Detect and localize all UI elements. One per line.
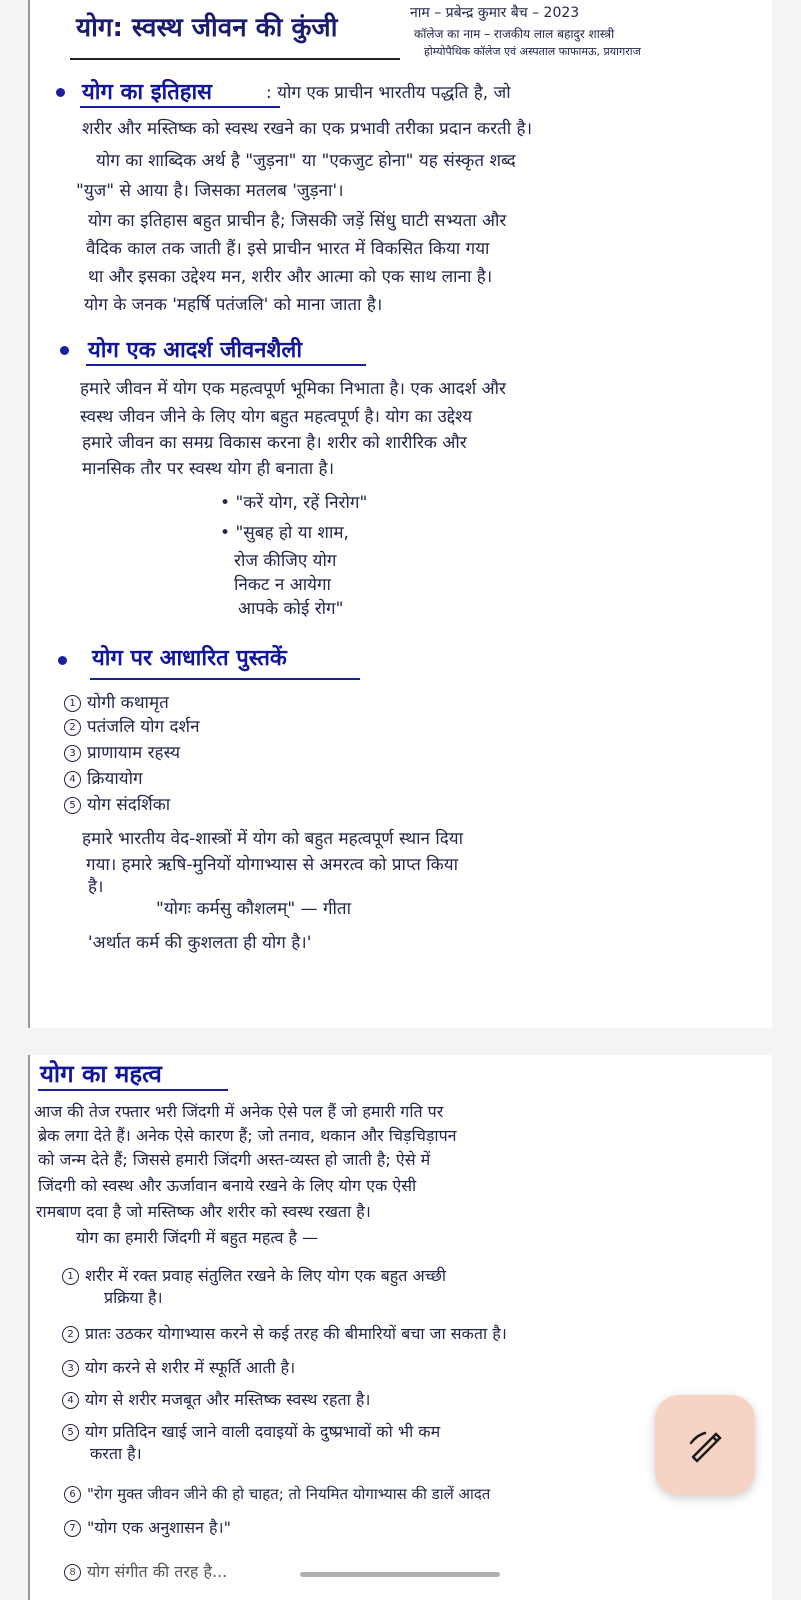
number-circle: 1 [62, 1268, 79, 1285]
number-circle: 5 [64, 797, 81, 814]
number-circle: 8 [64, 1564, 81, 1581]
heading-underline [90, 678, 360, 680]
quote-meaning: 'अर्थात कर्म की कुशलता ही योग है।' [88, 933, 312, 953]
book-title: पतंजलि योग दर्शन [87, 717, 200, 737]
edit-button[interactable] [655, 1395, 755, 1495]
list-item [64, 1561, 227, 1583]
section-heading-lifestyle: योग एक आदर्श जीवनशैली [88, 338, 303, 363]
number-circle: 2 [62, 1326, 79, 1343]
book-item [64, 794, 170, 816]
bullet-icon [60, 346, 69, 355]
college-line-2: होम्योपैथिक कॉलेज एवं अस्पताल फाफामऊ, प्रयागराज [424, 45, 641, 58]
text-line: योग का शाब्दिक अर्थ है "जुड़ना" या "एकजुट होना" यह संस्कृत शब्द [96, 151, 516, 171]
author-line: नाम – प्रबेन्द्र कुमार बैच – 2023 [410, 5, 580, 21]
text-line: है। [88, 877, 104, 897]
list-item [62, 1421, 440, 1443]
quote-line: • "करें योग, रहें निरोग" [220, 493, 368, 513]
number-circle: 3 [62, 1360, 79, 1377]
text-line: को जन्म देते हैं; जिससे हमारी जिंदगी अस्त-व्यस्त हो जाती है; ऐसे में [38, 1150, 431, 1169]
book-item [64, 692, 169, 714]
book-title: क्रियायोग [87, 769, 143, 789]
text-line: हमारे जीवन में योग एक महत्वपूर्ण भूमिका निभाता है। एक आदर्श और [80, 379, 506, 399]
section-heading-importance: योग का महत्व [40, 1060, 162, 1088]
list-item-text: "रोग मुक्त जीवन जीने की हो चाहत; तो नियमित योगाभ्यास की डालें आदत [87, 1485, 491, 1503]
book-title: योगी कथामृत [87, 693, 169, 713]
edit-pen-icon [683, 1423, 727, 1467]
list-item [62, 1357, 295, 1379]
list-item [62, 1389, 370, 1411]
college-line: कॉलेज का नाम – राजकीय लाल बहादुर शास्त्री [414, 27, 615, 41]
section-heading-history: योग का इतिहास [82, 80, 213, 105]
list-item-text: योग प्रतिदिन खाई जाने वाली दवाइयों के दुष्प्रभावों को भी कम [85, 1422, 441, 1441]
list-item-text: योग करने से शरीर में स्फूर्ति आती है। [85, 1358, 296, 1377]
text-line: था और इसका उद्देश्य मन, शरीर और आत्मा को एक साथ लाना है। [88, 267, 493, 287]
text-line: योग का इतिहास बहुत प्राचीन है; जिसकी जड़ें सिंधु घाटी सभ्यता और [88, 211, 507, 231]
list-item-text: "योग एक अनुशासन है।" [87, 1518, 231, 1537]
number-circle: 1 [64, 695, 81, 712]
quote-text: "करें योग, रहें निरोग" [235, 493, 368, 513]
number-circle: 4 [64, 771, 81, 788]
text-line: स्वस्थ जीवन जीने के लिए योग बहुत महत्वपूर्ण है। योग का उद्देश्य [80, 407, 473, 427]
text-line: हमारे भारतीय वेद-शास्त्रों में योग को बहुत महत्वपूर्ण स्थान दिया [82, 829, 464, 849]
list-item [64, 1517, 231, 1539]
number-circle: 7 [64, 1520, 81, 1537]
list-item-text: योग से शरीर मजबूत और मस्तिष्क स्वस्थ रहता है। [85, 1390, 371, 1409]
text-line: "युज" से आया है। जिसका मतलब 'जुड़ना'। [76, 181, 344, 201]
text-line: मानसिक तौर पर स्वस्थ योग ही बनाता है। [82, 459, 335, 479]
book-item [64, 768, 143, 790]
text-line: हमारे जीवन का समग्र विकास करना है। शरीर को शारीरिक और [82, 433, 467, 453]
number-circle: 4 [62, 1392, 79, 1409]
text-line: आज की तेज रफ्तार भरी जिंदगी में अनेक ऐसे पल हैं जो हमारी गति पर [34, 1102, 444, 1121]
list-item-text: शरीर में रक्त प्रवाह संतुलित रखने के लिए योग एक बहुत अच्छी [85, 1266, 446, 1285]
bullet-icon [56, 88, 65, 97]
heading-underline [80, 106, 280, 108]
gita-quote: "योगः कर्मसु कौशलम्" — गीता [156, 899, 352, 919]
number-circle: 2 [64, 719, 81, 736]
list-item-continued: करता है। [90, 1444, 142, 1463]
book-title: प्राणायाम रहस्य [87, 743, 181, 763]
book-title: योग संदर्शिका [87, 795, 171, 815]
book-item [64, 716, 200, 738]
quote-line: निकट न आयेगा [234, 575, 331, 595]
text-line: ब्रेक लगा देते हैं। अनेक ऐसे कारण हैं; जो तनाव, थकान और चिड़चिड़ापन [38, 1126, 457, 1145]
text-line: योग का हमारी जिंदगी में बहुत महत्व है — [76, 1228, 319, 1247]
quote-line: रोज कीजिए योग [234, 551, 337, 571]
heading-underline [86, 364, 366, 366]
list-item-text: योग संगीत की तरह है... [87, 1562, 228, 1581]
text-line: : योग एक प्राचीन भारतीय पद्धति है, जो [266, 83, 511, 103]
text-line: गया। हमारे ऋषि-मुनियों योगाभ्यास से अमरत्व को प्राप्त किया [86, 855, 458, 875]
heading-underline [38, 1089, 228, 1091]
text-line: योग के जनक 'महर्षि पतंजलि' को माना जाता है। [84, 295, 383, 315]
text-line: जिंदगी को स्वस्थ और ऊर्जावान बनाये रखने के लिए योग एक ऐसी [38, 1176, 417, 1195]
quote-line: • "सुबह हो या शाम, [220, 523, 349, 543]
list-item-text: प्रातः उठकर योगाभ्यास करने से कई तरह की बीमारियों बचा जा सकता है। [85, 1324, 507, 1343]
list-item [64, 1483, 490, 1505]
list-item-continued: प्रक्रिया है। [104, 1288, 163, 1307]
book-item [64, 742, 180, 764]
list-item [62, 1323, 507, 1345]
page-title: योग: स्वस्थ जीवन की कुंजी [76, 13, 338, 43]
section-heading-books: योग पर आधारित पुस्तकें [92, 646, 287, 671]
number-circle: 5 [62, 1424, 79, 1441]
list-item [62, 1265, 446, 1287]
number-circle: 3 [64, 745, 81, 762]
home-indicator[interactable] [300, 1572, 500, 1577]
bullet-icon [58, 656, 67, 665]
title-underline [70, 58, 400, 60]
text-line: शरीर और मस्तिष्क को स्वस्थ रखने का एक प्रभावी तरीका प्रदान करती है। [82, 119, 533, 139]
notebook-page-2 [30, 1055, 772, 1600]
text-line: रामबाण दवा है जो मस्तिष्क और शरीर को स्वस्थ रखता है। [36, 1202, 371, 1221]
number-circle: 6 [64, 1486, 81, 1503]
quote-text: "सुबह हो या शाम, [235, 523, 349, 543]
text-line: वैदिक काल तक जाती हैं। इसे प्राचीन भारत में विकसित किया गया [86, 239, 490, 259]
quote-line: आपके कोई रोग" [238, 599, 344, 619]
notebook-page-1 [30, 0, 772, 1028]
